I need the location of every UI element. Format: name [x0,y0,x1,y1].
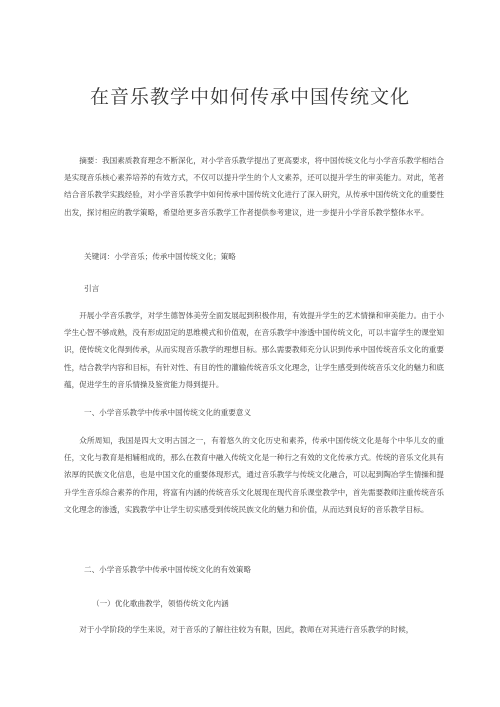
intro-paragraph: 开展小学音乐教学，对学生德智体美劳全面发展起到积极作用，有效提升学生的艺术情操和审美能力。由于小学生心智不够成熟，没有形成固定的思维模式和价值观，在音乐教学中渗透中国传统文化，可以丰富学生的课堂知识，使传统文化得到传承，从而实现音乐教学的理想目标。那么需要教师充分认识到传承中国传统音乐文化的重要性，结合教学内容和目标，有针对性、有目的性的灌输传统音乐文化理念，让学生感受到传统音乐文化的魅力和底蕴，促进学生的音乐情操及鉴赏能力得到提升。 [64,311,444,389]
abstract-paragraph: 摘要：我国素质教育理念不断深化，对小学音乐教学提出了更高要求，将中国传统文化与小学音乐教学相结合是实现音乐核心素养培养的有效方式，不仅可以提升学生的个人文素养，还可以提升学生的审美能力。对此，笔者结合音乐教学实践经验，对小学音乐教学中如何传承中国传统文化进行了深入研究，从传承中国传统文化的重要性出发，探讨相应的教学策略，希望给更多音乐教学工作者提供参考建议，进一步提升小学音乐教学整体水平。 [64,156,444,217]
paper-title: 在音乐教学中如何传承中国传统文化 [89,86,410,108]
section2-heading: 二、小学音乐教学中传承中国传统文化的有效策略 [84,565,252,574]
section1-heading: 一、小学音乐教学中传承中国传统文化的重要意义 [84,408,252,417]
subsection1-heading: （一）优化歌曲教学，领悟传统文化内涵 [92,599,229,608]
section1-paragraph: 众所周知，我国是四大文明古国之一，有着悠久的文化历史和素养，传承中国传统文化是每个中华儿女的重任，文化与教育是相辅相成的，那么在教育中融入传统文化是一种行之有效的文化传承方式。传统的音乐文化具有浓厚的民族文化信息，也是中国文化的重要体现形式，通过音乐教学与传统文化融合，可以起到陶冶学生情操和提升学生音乐综合素养的作用，将富有内涵的传统音乐文化展现在现代音乐课堂教学中，首先需要教师注重传统音乐文化理念的渗透，实践教学中让学生切实感受到传统民族文化的魅力和价值，从而达到良好的音乐教学目标。 [64,436,444,514]
intro-heading: 引言 [84,284,100,293]
keywords-line: 关键词：小学音乐；传承中国传统文化；策略 [84,252,236,261]
subsection1-paragraph: 对于小学阶段的学生来说，对于音乐的了解往往较为有限，因此，教师在对其进行音乐教学的时候， [79,625,414,634]
